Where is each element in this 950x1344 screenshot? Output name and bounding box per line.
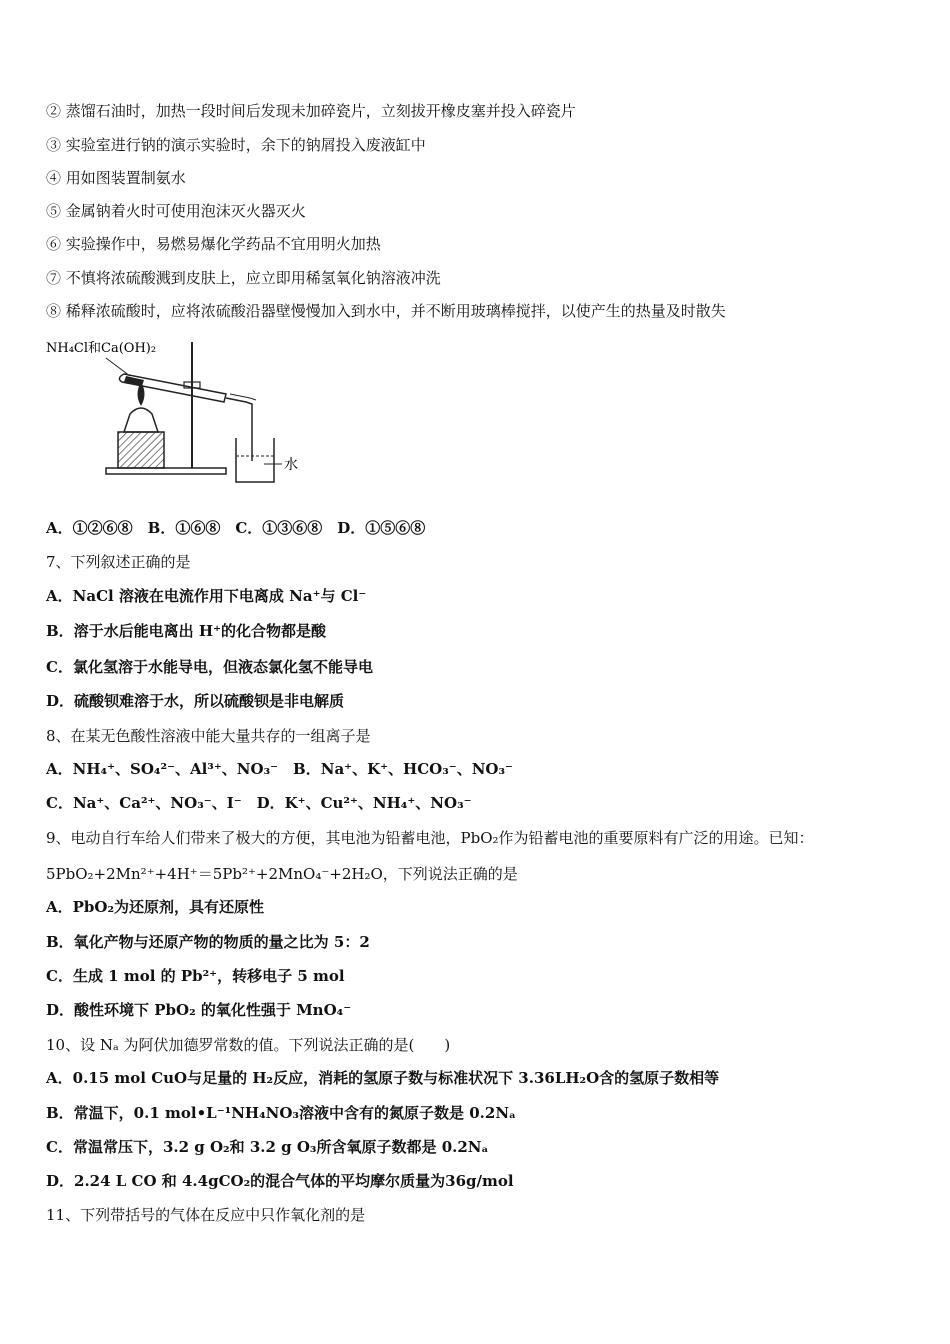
q10-stem: 10、设 Nₐ 为阿伏加德罗常数的值。下列说法正确的是( ) xyxy=(46,1036,451,1054)
item-7: ⑦ 不慎将浓硫酸溅到皮肤上，应立即用稀氢氧化钠溶液冲洗 xyxy=(46,269,441,287)
q7-option-a: A．NaCl 溶液在电流作用下电离成 Na⁺与 Cl⁻ xyxy=(46,587,367,605)
alcohol-lamp xyxy=(124,408,158,432)
heater-block xyxy=(118,432,164,468)
ammonia-apparatus-figure xyxy=(46,336,306,486)
q9-option-b: B．氧化产物与还原产物的物质的量之比为 5：2 xyxy=(46,933,370,951)
q10-option-b: B．常温下，0.1 mol•L⁻¹NH₄NO₃溶液中含有的氮原子数是 0.2Nₐ xyxy=(46,1104,517,1122)
q9-option-c: C．生成 1 mol 的 Pb²⁺，转移电子 5 mol xyxy=(46,967,345,985)
q7-option-c: C．氯化氢溶于水能导电，但液态氯化氢不能导电 xyxy=(46,658,373,676)
q9-equation: 5PbO₂+2Mn²⁺+4H⁺＝5Pb²⁺+2MnO₄⁻+2H₂O，下列说法正确的是 xyxy=(46,865,518,883)
beaker xyxy=(236,438,274,482)
q9-option-d: D．酸性环境下 PbO₂ 的氧化性强于 MnO₄⁻ xyxy=(46,1001,352,1019)
item-2: ② 蒸馏石油时，加热一段时间后发现未加碎瓷片，立刻拔开橡皮塞并投入碎瓷片 xyxy=(46,102,576,120)
q11-stem: 11、下列带括号的气体在反应中只作氧化剂的是 xyxy=(46,1206,366,1224)
q8-options-cd: C．Na⁺、Ca²⁺、NO₃⁻、I⁻ D．K⁺、Cu²⁺、NH₄⁺、NO₃⁻ xyxy=(46,794,472,812)
item-5: ⑤ 金属钠着火时可使用泡沫灭火器灭火 xyxy=(46,202,306,220)
delivery-tube xyxy=(226,398,252,461)
q8-options-ab: A．NH₄⁺、SO₄²⁻、Al³⁺、NO₃⁻ B．Na⁺、K⁺、HCO₃⁻、NO₃⁻ xyxy=(46,760,513,778)
stand-base xyxy=(106,468,226,474)
item-6: ⑥ 实验操作中，易燃易爆化学药品不宜用明火加热 xyxy=(46,235,381,253)
q7-option-d: D．硫酸钡难溶于水，所以硫酸钡是非电解质 xyxy=(46,692,345,710)
q7-stem: 7、下列叙述正确的是 xyxy=(46,553,191,571)
q7-option-b: B．溶于水后能电离出 H⁺的化合物都是酸 xyxy=(46,622,326,640)
item-4: ④ 用如图装置制氨水 xyxy=(46,169,186,187)
q10-option-d: D．2.24 L CO 和 4.4gCO₂的混合气体的平均摩尔质量为36g/mol xyxy=(46,1172,514,1190)
water-label: 水 xyxy=(284,457,298,473)
q10-option-a: A．0.15 mol CuO与足量的 H₂反应，消耗的氢原子数与标准状况下 3.36LH₂O含的氢原子数相等 xyxy=(46,1069,720,1087)
reagent-label: NH₄Cl和Ca(OH)₂ xyxy=(46,341,157,356)
q6-options: A．①②⑥⑧ B．①⑥⑧ C．①③⑥⑧ D．①⑤⑥⑧ xyxy=(46,519,426,537)
q9-stem: 9、电动自行车给人们带来了极大的方便，其电池为铅蓄电池，PbO₂作为铅蓄电池的重要原料有广泛的用途。已知： xyxy=(46,829,814,847)
q10-option-c: C．常温常压下，3.2 g O₂和 3.2 g O₃所含氧原子数都是 0.2Nₐ xyxy=(46,1138,489,1156)
item-3: ③ 实验室进行钠的演示实验时，余下的钠屑投入废液缸中 xyxy=(46,136,426,154)
q9-option-a: A．PbO₂为还原剂，具有还原性 xyxy=(46,898,265,916)
q8-stem: 8、在某无色酸性溶液中能大量共存的一组离子是 xyxy=(46,727,371,745)
item-8: ⑧ 稀释浓硫酸时，应将浓硫酸沿器壁慢慢加入到水中，并不断用玻璃棒搅拌，以使产生的热量及时散失 xyxy=(46,302,726,320)
